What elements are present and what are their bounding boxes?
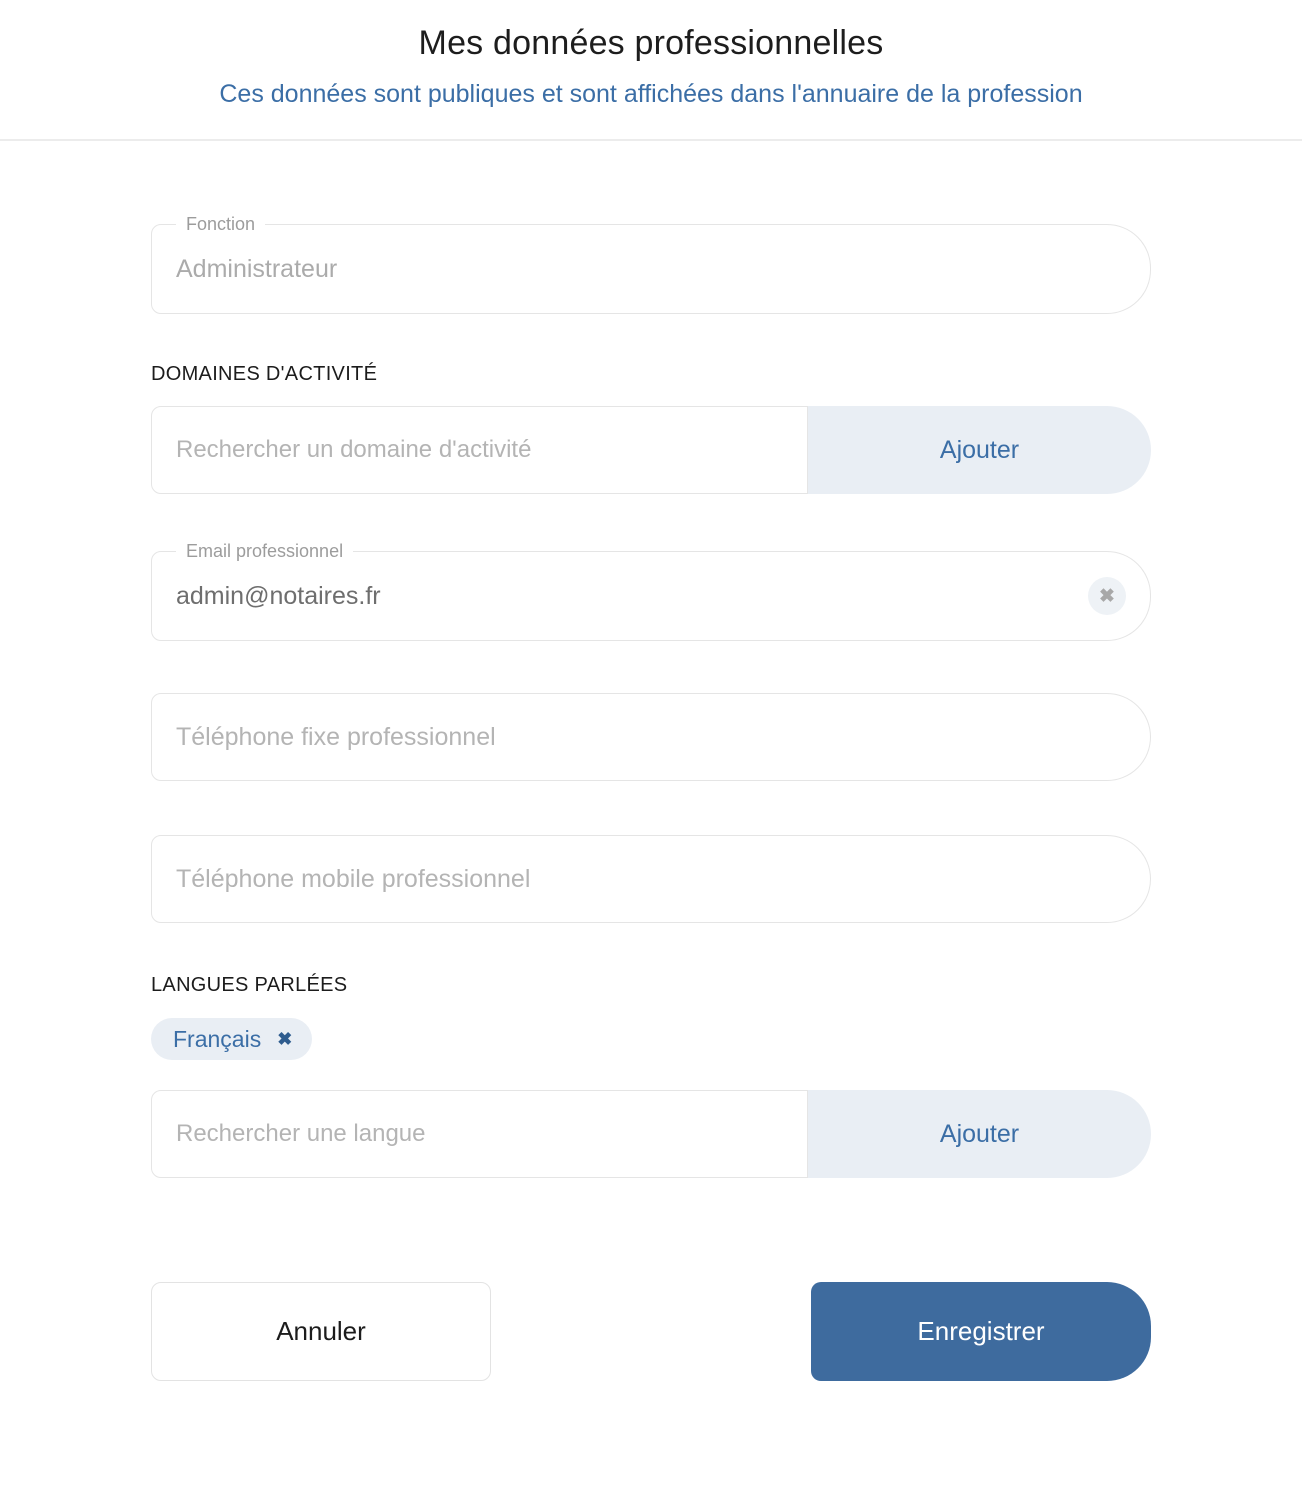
email-label: Email professionnel: [176, 540, 353, 562]
cancel-button[interactable]: Annuler: [151, 1282, 491, 1381]
fonction-field: [151, 214, 1151, 314]
email-input[interactable]: [152, 552, 1150, 640]
email-field: [151, 541, 1151, 641]
chip-remove-button[interactable]: [277, 1030, 292, 1048]
language-chips-row: [151, 1018, 1151, 1060]
langue-search-row: [151, 1090, 1151, 1178]
langue-search-input[interactable]: [151, 1090, 808, 1178]
domaine-search-input[interactable]: [151, 406, 808, 494]
chip-label: Français: [173, 1025, 262, 1052]
page-title: Mes données professionnelles: [418, 24, 884, 62]
phone-fixed-field: [151, 693, 1151, 781]
save-button[interactable]: Enregistrer: [811, 1282, 1151, 1381]
section-label-domaines: DOMAINES D'ACTIVITÉ: [151, 363, 378, 385]
phone-mobile-field: [151, 835, 1151, 923]
professional-data-form: [151, 141, 1151, 1489]
form-actions: [151, 1282, 1151, 1381]
email-clear-button[interactable]: [1088, 577, 1126, 615]
langue-add-button[interactable]: Ajouter: [808, 1090, 1151, 1178]
close-icon: ✖: [1099, 585, 1115, 607]
fonction-label: Fonction: [176, 213, 265, 235]
page-subtitle: Ces données sont publiques et sont affichées dans l'annuaire de la profession: [219, 80, 1083, 108]
phone-mobile-input[interactable]: [152, 836, 1150, 922]
dialog-header: [0, 0, 1302, 141]
domaine-search-row: [151, 406, 1151, 494]
fonction-input[interactable]: [152, 225, 1150, 313]
section-label-langues: LANGUES PARLÉES: [151, 974, 348, 996]
close-icon: ✖: [277, 1029, 293, 1049]
domaine-add-button[interactable]: Ajouter: [808, 406, 1151, 494]
phone-fixed-input[interactable]: [152, 694, 1150, 780]
language-chip-francais: [151, 1018, 312, 1060]
